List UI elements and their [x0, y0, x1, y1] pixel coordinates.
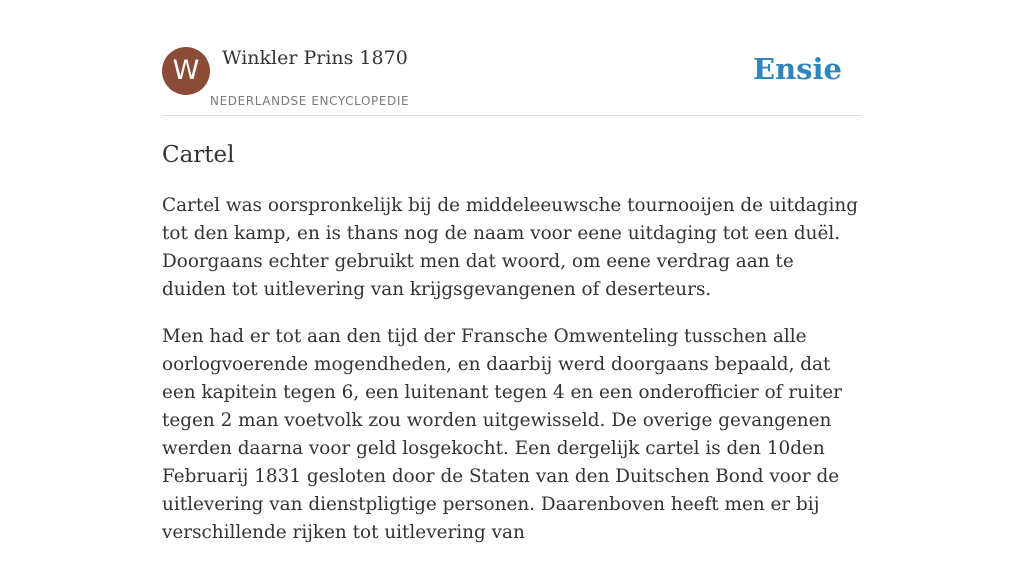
article-body: [162, 192, 862, 566]
article-paragraph: Men had er tot aan den tijd der Fransche Omwenteling tusschen alle oorlogvoerende mogendheden, en daarbij werd doorgaans bepaald, dat een kapitein tegen 6, een luitenant tegen 4 en een onderofficier of ruiter tegen 2 man voetvolk zou worden uitgewisseld. De overige gevangenen werden daarna voor geld losgekocht. Een dergelijk cartel is den 10den Februarij 1831 gesloten door de Staten van den Duitschen Bond voor de uitlevering van dienstpligtige personen. Daarenboven heeft men er bij verschillende rijken tot uitlevering van: [162, 326, 842, 543]
article-title: Cartel: [162, 142, 235, 168]
article-page: [162, 0, 862, 543]
avatar[interactable]: W: [162, 47, 210, 95]
source-title[interactable]: Winkler Prins 1870: [222, 47, 408, 69]
brand-logo[interactable]: Ensie: [753, 52, 842, 86]
article-paragraph: Cartel was oorspronkelijk bij de middeleeuwsche tournooijen de uitdaging tot den kamp, en is thans nog de naam voor eene uitdaging tot een duël. Doorgaans echter gebruikt men dat woord, om eene verdrag aan te duiden tot uitlevering van krijgsgevangenen of deserteurs.: [162, 195, 859, 300]
source-header: [162, 0, 862, 116]
source-subtitle: NEDERLANDSE ENCYCLOPEDIE: [210, 94, 410, 108]
